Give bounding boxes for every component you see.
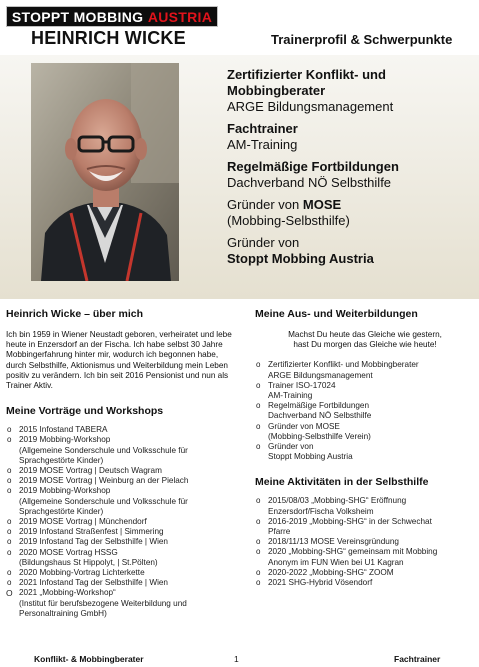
list-item-main: 2020 „Mobbing-SHG“ gemeinsam mit Mobbing [268,547,438,557]
about-heading: Heinrich Wicke – über mich [6,308,144,320]
qualification-item [227,235,472,267]
list-item [6,435,238,466]
list-item-sub: Stoppt Mobbing Austria [268,452,353,462]
list-item-main: 2016-2019 „Mobbing-SHG“ in der Schwechat [268,516,432,526]
list-item [255,496,475,516]
qualification-line [227,197,472,213]
list-item [6,548,238,568]
footer-right: Fachtrainer [394,654,441,664]
list-item-main: 2020-2022 „Mobbing-SHG“ ZOOM [268,567,394,577]
qualification-title: Fachtrainer [227,121,298,136]
list-item [255,568,475,578]
qualification-title: Zertifizierter Konflikt- und Mobbingberater [227,67,386,98]
list-item [6,537,238,547]
portrait-photo [31,63,179,281]
qualification-item [227,121,472,153]
list-item-main: 2019 Mobbing-Workshop [19,486,111,496]
logo-text-white: STOPPT MOBBING [11,8,144,25]
list-item [255,578,475,588]
list-item [255,547,475,567]
list-item [6,578,238,588]
list-item-sub: (Allgemeine Sonderschule und Volksschule für Sprachgestörte Kinder) [19,496,188,516]
list-item [255,517,475,537]
list-item [6,568,238,578]
training-heading: Meine Aus- und Weiterbildungen [255,308,418,320]
training-list [255,360,475,462]
qualification-source: ARGE Bildungsmanagement [227,99,394,114]
talks-list [6,425,238,619]
list-item-sub: (Mobbing-Selbsthilfe Verein) [268,431,371,441]
motto-quote [255,330,475,350]
activities-heading: Meine Aktivitäten in der Selbsthilfe [255,476,429,489]
list-item [255,442,475,462]
list-item-main: Gründer von MOSE [268,421,340,431]
list-item-main: 2015 Infostand TABERA [19,425,108,435]
qualification-source: AM-Training [227,137,298,152]
list-item [6,588,238,619]
list-item [255,360,475,380]
logo-text-red: AUSTRIA [147,8,213,25]
list-item-sub: ARGE Bildungsmanagement [268,370,373,380]
stoppt-mobbing-logo [6,6,218,27]
qualification-title: Regelmäßige Fortbildungen [227,159,399,174]
list-item-sub: (Allgemeine Sonderschule und Volksschule für Sprachgestörte Kinder) [19,445,188,465]
left-column [6,308,238,619]
page-number: 1 [234,654,239,664]
qualification-source: (Mobbing-Selbsthilfe) [227,213,350,228]
qualifications-summary [227,67,472,273]
motto-line-2: hast Du morgen das Gleiche wie heute! [293,340,437,350]
list-item-sub: Dachverband NÖ Selbsthilfe [268,411,372,421]
qualification-source: Dachverband NÖ Selbsthilfe [227,175,392,190]
qualification-item [227,67,472,115]
list-item-sub: (Bildungshaus St Hippolyt, | St.Pölten) [19,557,158,567]
talks-heading: Meine Vorträge und Workshops [6,405,164,418]
list-item-main: 2019 MOSE Vortrag | Münchendorf [19,517,147,527]
qualification-title: Stoppt Mobbing Austria [227,251,374,266]
list-item-main: 2021 Infostand Tag der Selbsthilfe | Wien [19,578,168,588]
list-item-sub: (Institut für berufsbezogene Weiterbildung und Personaltraining GmbH) [19,598,187,618]
list-item-sub: Enzersdorf/Fischa Volksheim [268,506,374,516]
list-item-sub: AM-Training [268,391,313,401]
list-item [255,422,475,442]
list-item-main: Regelmäßige Fortbildungen [268,401,370,411]
list-item-main: 2020 MOSE Vortrag HSSG [19,547,118,557]
about-text: Ich bin 1959 in Wiener Neustadt geboren, verheiratet und lebe heute in Enzersdorf an der Fischa. Ich habe selbst 30 Jahre Mobbingerfahrung hinter mir, wodurch ich begonnen habe, durch Selbsthilfe, Aktionismus und Weiterbildung mein Leben positiv zu verändern. Ich bin seit 2016 Pensionist und nun als Trainer Aktiv. [6,330,232,391]
list-item-main: 2021 „Mobbing-Workshop“ [19,588,116,598]
list-item [255,537,475,547]
qualification-item [227,159,472,191]
list-item [6,425,238,435]
list-item-sub: Anonym im FUN Wien bei U1 Kagran [268,557,404,567]
page-subtitle: Trainerprofil & Schwerpunkte [271,32,453,47]
list-item [6,527,238,537]
page-title: HEINRICH WICKE [31,28,186,48]
list-item-main: 2019 MOSE Vortrag | Weinburg an der Pielach [19,476,189,486]
list-item-main: 2019 Infostand Straßenfest | Simmering [19,527,164,537]
list-item [255,401,475,421]
activities-list [255,496,475,588]
list-item-main: 2019 Mobbing-Workshop [19,435,111,445]
qualification-item [227,197,472,229]
list-item-main: Zertifizierter Konflikt- und Mobbingberater [268,360,419,370]
qualification-title: MOSE [302,197,342,212]
list-item [255,381,475,401]
list-item-main: 2020 Mobbing-Vortrag Lichterkette [19,568,145,578]
footer-left: Konflikt- & Mobbingberater [34,654,144,664]
qualification-prefix: Gründer von [227,197,303,212]
list-item-main: 2015/08/03 „Mobbing-SHG“ Eröffnung [268,496,407,506]
right-column [255,308,475,588]
motto-line-1: Machst Du heute das Gleiche wie gestern, [288,330,442,339]
list-item-main: 2019 MOSE Vortrag | Deutsch Wagram [19,466,162,476]
list-item-main: Trainer ISO-17024 [268,380,336,390]
list-item [6,466,238,476]
list-item-main: Gründer von [268,442,314,452]
list-item-sub: Pfarre [268,527,291,537]
list-item [6,476,238,486]
list-item-main: 2018/11/13 MOSE Vereinsgründung [268,537,399,547]
list-item-main: 2021 SHG-Hybrid Vösendorf [268,578,373,588]
list-item [6,486,238,517]
qualification-prefix: Gründer von [227,235,300,250]
list-item-main: 2019 Infostand Tag der Selbsthilfe | Wien [19,537,168,547]
list-item [6,517,238,527]
